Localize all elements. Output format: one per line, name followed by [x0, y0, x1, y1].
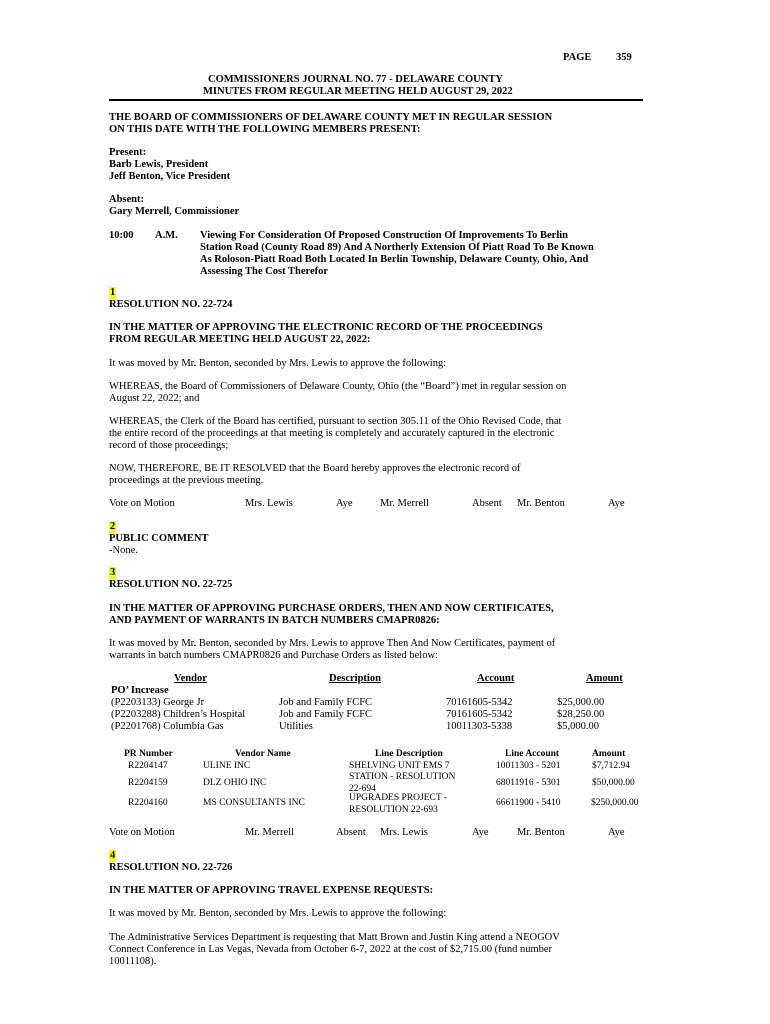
cell-amount: $250,000.00: [591, 798, 639, 808]
cell-line-description-cont: RESOLUTION 22-693: [349, 805, 438, 815]
col-header-line-description: Line Description: [375, 749, 443, 759]
page-label: PAGE: [563, 52, 592, 63]
voter-name: Mr. Benton: [517, 827, 565, 838]
resolution-title-cont: FROM REGULAR MEETING HELD AUGUST 22, 2022:: [109, 334, 371, 345]
resolution-title: IN THE MATTER OF APPROVING THE ELECTRONIC RECORD OF THE PROCEEDINGS: [109, 322, 543, 333]
cell-line-account: 10011303 - 5201: [496, 761, 561, 771]
whereas-text: record of those proceedings;: [109, 440, 229, 451]
vote-value: Aye: [608, 498, 625, 509]
cell-line-description: SHELVING UNIT EMS 7: [349, 761, 450, 771]
intro-line-1: THE BOARD OF COMMISSIONERS OF DELAWARE COUNTY MET IN REGULAR SESSION: [109, 112, 553, 123]
public-comment-title: PUBLIC COMMENT: [109, 533, 209, 544]
vote-value: Aye: [472, 827, 489, 838]
cell-account: 10011303-5338: [446, 721, 513, 732]
item-number-1: 1: [110, 287, 116, 298]
absent-label: Absent:: [109, 194, 145, 205]
cell-vendor-name: ULINE INC: [203, 761, 251, 771]
present-label: Present:: [109, 147, 147, 158]
page-number: 359: [616, 52, 632, 63]
vote-label: Vote on Motion: [109, 498, 175, 509]
cell-amount: $50,000.00: [592, 778, 635, 788]
col-header-description: Description: [329, 673, 381, 684]
item-number-3: 3: [110, 567, 116, 578]
cell-line-account: 66611900 - 5410: [496, 798, 561, 808]
voter-name: Mr. Merrell: [245, 827, 294, 838]
cell-vendor: (P2203288) Children’s Hospital: [111, 709, 246, 720]
resolution-title-cont: AND PAYMENT OF WARRANTS IN BATCH NUMBERS CMAPR0826:: [109, 615, 440, 626]
intro-line-2: ON THIS DATE WITH THE FOLLOWING MEMBERS PRESENT:: [109, 124, 421, 135]
cell-pr-number: R2204159: [128, 778, 168, 788]
vote-label: Vote on Motion: [109, 827, 175, 838]
cell-amount: $5,000.00: [557, 721, 599, 732]
vote-value: Absent: [472, 498, 502, 509]
cell-vendor-name: MS CONSULTANTS INC: [203, 798, 305, 808]
public-comment-text: -None.: [109, 545, 138, 556]
col-header-vendor-name: Vendor Name: [235, 749, 291, 759]
voter-name: Mr. Benton: [517, 498, 565, 509]
whereas-text: WHEREAS, the Board of Commissioners of Delaware County, Ohio (the “Board”) met in regular session on: [109, 381, 567, 392]
viewing-ampm: A.M.: [155, 230, 178, 241]
present-member: Barb Lewis, President: [109, 159, 209, 170]
resolution-number: RESOLUTION NO. 22-725: [109, 579, 233, 590]
cell-line-description: STATION - RESOLUTION: [349, 772, 456, 782]
po-section-label: PO’ Increase: [111, 685, 169, 696]
resolved-text: NOW, THEREFORE, BE IT RESOLVED that the Board hereby approves the electronic record of: [109, 463, 521, 474]
cell-amount: $7,712.94: [592, 761, 630, 771]
cell-line-description: UPGRADES PROJECT -: [349, 793, 448, 803]
col-header-pr: PR Number: [124, 749, 173, 759]
item-number-4: 4: [110, 850, 116, 861]
voter-name: Mrs. Lewis: [380, 827, 428, 838]
motion-text: warrants in batch numbers CMAPR0826 and Purchase Orders as listed below:: [109, 650, 438, 661]
voter-name: Mrs. Lewis: [245, 498, 293, 509]
item-number-2: 2: [110, 521, 116, 532]
resolution-title: IN THE MATTER OF APPROVING PURCHASE ORDERS, THEN AND NOW CERTIFICATES,: [109, 603, 554, 614]
cell-description: Job and Family FCFC: [279, 709, 373, 720]
vote-value: Aye: [608, 827, 625, 838]
resolution-number: RESOLUTION NO. 22-726: [109, 862, 233, 873]
vote-value: Absent: [336, 827, 366, 838]
cell-vendor: (P2203133) George Jr: [111, 697, 205, 708]
cell-amount: $28,250.00: [557, 709, 605, 720]
travel-request-text: Connect Conference in Las Vegas, Nevada from October 6-7, 2022 at the cost of $2,715.00 (fund number: [109, 944, 553, 955]
motion-text: It was moved by Mr. Benton, seconded by Mrs. Lewis to approve Then And Now Certificates, payment of: [109, 638, 556, 649]
journal-title: COMMISSIONERS JOURNAL NO. 77 - DELAWARE COUNTY: [208, 74, 503, 85]
viewing-time: 10:00: [109, 230, 134, 241]
cell-account: 70161605-5342: [446, 697, 513, 708]
cell-pr-number: R2204160: [128, 798, 168, 808]
cell-description: Job and Family FCFC: [279, 697, 373, 708]
col-header-account: Account: [477, 673, 515, 684]
travel-request-text: 10011108).: [109, 956, 157, 967]
cell-line-account: 68011916 - 5301: [496, 778, 561, 788]
present-member: Jeff Benton, Vice President: [109, 171, 231, 182]
whereas-text: the entire record of the proceedings at that meeting is completely and accurately captured in the electronic: [109, 428, 555, 439]
motion-text: It was moved by Mr. Benton, seconded by Mrs. Lewis to approve the following:: [109, 908, 447, 919]
absent-member: Gary Merrell, Commissioner: [109, 206, 240, 217]
col-header-amount: Amount: [592, 749, 626, 759]
viewing-line: Viewing For Consideration Of Proposed Construction Of Improvements To Berlin: [200, 230, 568, 241]
resolution-number: RESOLUTION NO. 22-724: [109, 299, 233, 310]
col-header-line-account: Line Account: [505, 749, 560, 759]
cell-line-description-cont: 22-694: [349, 784, 376, 794]
travel-request-text: The Administrative Services Department is requesting that Matt Brown and Justin King attend a NEOGOV: [109, 932, 560, 943]
viewing-line: Station Road (County Road 89) And A Northerly Extension Of Piatt Road To Be Known: [200, 242, 594, 253]
col-header-amount: Amount: [586, 673, 623, 684]
resolved-text: proceedings at the previous meeting.: [109, 475, 264, 486]
cell-pr-number: R2204147: [128, 761, 168, 771]
cell-description: Utilities: [279, 721, 313, 732]
cell-vendor-name: DLZ OHIO INC: [203, 778, 267, 788]
cell-account: 70161605-5342: [446, 709, 513, 720]
motion-text: It was moved by Mr. Benton, seconded by Mrs. Lewis to approve the following:: [109, 358, 447, 369]
whereas-text: WHEREAS, the Clerk of the Board has certified, pursuant to section 305.11 of the Ohio Revised Code, that: [109, 416, 562, 427]
whereas-text: August 22, 2022; and: [109, 393, 200, 404]
col-header-vendor: Vendor: [174, 673, 207, 684]
voter-name: Mr. Merrell: [380, 498, 429, 509]
minutes-title: MINUTES FROM REGULAR MEETING HELD AUGUST 29, 2022: [203, 86, 513, 97]
resolution-title: IN THE MATTER OF APPROVING TRAVEL EXPENSE REQUESTS:: [109, 885, 434, 896]
viewing-line: As Roloson-Piatt Road Both Located In Berlin Township, Delaware County, Ohio, And: [200, 254, 589, 265]
cell-amount: $25,000.00: [557, 697, 605, 708]
cell-vendor: (P2201768) Columbia Gas: [111, 721, 224, 732]
header-rule: [109, 99, 643, 101]
vote-value: Aye: [336, 498, 353, 509]
viewing-line: Assessing The Cost Therefor: [200, 266, 329, 277]
